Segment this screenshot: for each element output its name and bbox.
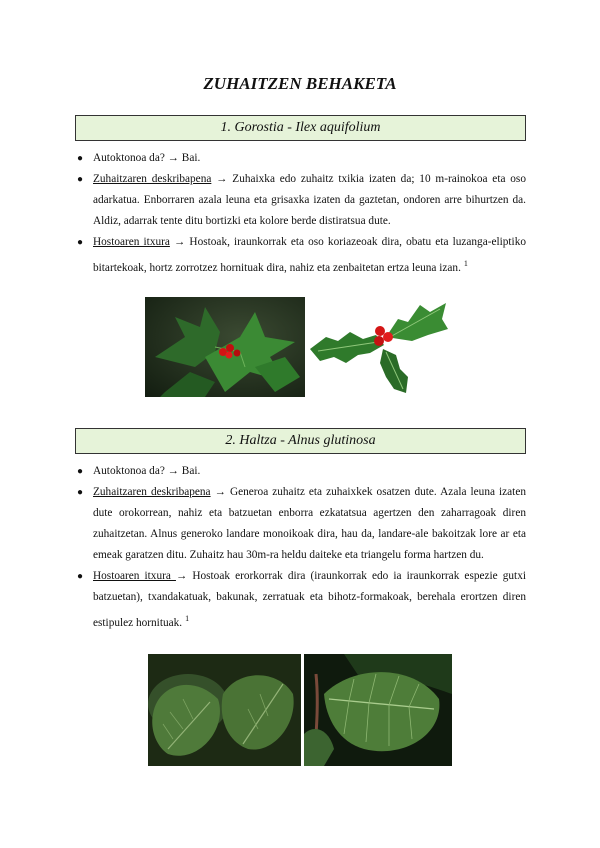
page-title: ZUHAITZEN BEHAKETA [203, 74, 397, 93]
item-text: → Zuhaixka edo zuhaitz txikia izaten da; 10 m-rainokoa eta oso adarkatua. Enborraren azala leuna eta grisaxka izaten da gaztetan, ondoren arre bihurtzen da. Aldiz, adarrak tente ditu bortizki eta kolore berde distiratsua dute. [93, 173, 526, 227]
bullet-dot-icon: ● [77, 487, 84, 498]
item-text: → Generoa zuhaitz eta zuhaixkek osatzen dute. Azala leuna izaten dute orokorrean, nahiz eta batzuetan enborra ezkatatsua agertzen den zaharragoak diren zuhaitzetan. Alnus generoko landare monoikoak dira, hau da, landare-ale bakoitzak lore ar eta emeak garatzen ditu. Zuhaitz hau 30m-ra heldu daiteke eta triangelu forma hartzen du. [93, 486, 526, 561]
list-item [75, 566, 526, 634]
item-label: Hostoaren itxura [93, 236, 170, 248]
section-list-haltza [75, 461, 526, 634]
footnote-mark: 1 [185, 614, 190, 623]
alder-twig-photo [304, 654, 452, 766]
bullet-dot-icon: ● [77, 174, 84, 185]
list-item: ● Autoktonoa da? → Bai. [75, 148, 526, 169]
list-item [75, 169, 526, 232]
item-label: Hostoaren itxura [93, 570, 176, 582]
list-item [75, 232, 526, 279]
bullet-dot-icon: ● [77, 153, 84, 164]
holly-branch-photo [145, 297, 305, 397]
section-heading-haltza: 2. Haltza - Alnus glutinosa [75, 428, 526, 454]
bullet-dot-icon: ● [77, 237, 84, 248]
footnote-mark: 1 [463, 259, 468, 268]
item-text: → Hostoak erorkorrak dira (iraunkorrak edo ia iraunkorrak espezie gutxi batzuetan), txandakatuak, bakunak, zerratuak eta bihotz-formakoak, berehala erortzen diren estipulez hornituak. [93, 570, 526, 629]
item-text: → Hostoak, iraunkorrak eta oso koriazeoak dira, obatu eta luzanga-eliptiko bitartekoak, hortz zorrotzez hornituak dira, nahiz eta zenbaitetan ertza leuna izan. [93, 236, 526, 274]
section-list-gorostia [75, 148, 526, 279]
alder-leaves-photo [148, 654, 301, 766]
bullet-dot-icon: ● [77, 571, 84, 582]
section-heading-gorostia: 1. Gorostia - Ilex aquifolium [75, 115, 526, 141]
list-item: ● Autoktonoa da? → Bai. [75, 461, 526, 482]
item-label: Zuhaitzaren deskribapena [93, 486, 211, 498]
bullet-dot-icon: ● [77, 466, 84, 477]
holly-sprig-photo [308, 297, 458, 397]
item-label: Zuhaitzaren deskribapena [93, 173, 212, 185]
list-item [75, 482, 526, 566]
